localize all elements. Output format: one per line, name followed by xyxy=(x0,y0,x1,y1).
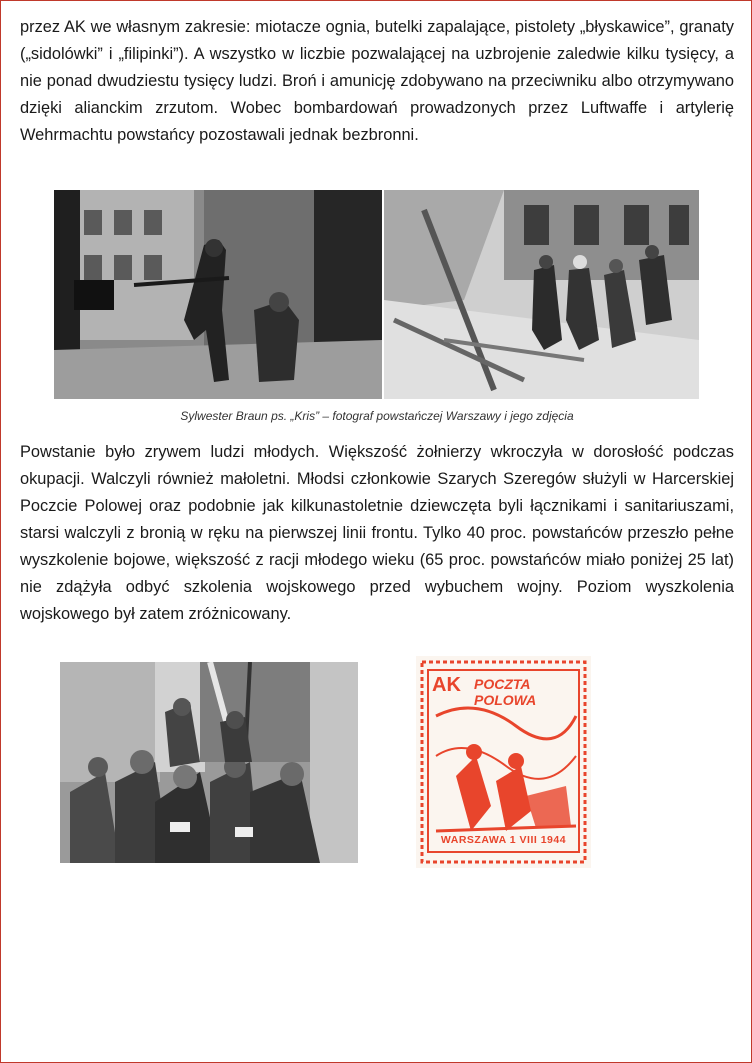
stamp-header-line-1: POCZTA xyxy=(474,676,531,692)
stamp-poczta-polowa xyxy=(416,656,591,868)
photo-women-in-rubble xyxy=(384,190,699,399)
stamp-ak-label: AK xyxy=(432,674,461,696)
paragraph-weapons: przez AK we własnym zakresie: miotacze ognia, butelki zapalające, pistolety „błyskawice”, granaty („sidolówki” i „filipinki”). A wszystko w liczbie pozwalającej na uzbrojenie zaledwie kilku tysięcy, a nie ponad dwudziestu tysięcy ludzi. Broń i amunicję zdobywano na przeciwniku albo otrzymywano dzięki alianckim zrzutom. Wobec bombardowań prowadzonych przez Luftwaffe i artylerię Wehrmachtu powstańcy pozostawali jednak bezbronni. xyxy=(20,18,734,144)
photo-caption: Sylwester Braun ps. „Kris” – fotograf powstańczej Warszawy i jego zdjęcia xyxy=(180,409,574,423)
stamp-header-line-2: POLOWA xyxy=(474,692,537,708)
photo-soldier-in-ruins xyxy=(54,190,382,399)
stamp-date-label: WARSZAWA 1 VIII 1944 xyxy=(440,834,567,846)
paragraph-young-insurgents: Powstanie było zrywem ludzi młodych. Większość żołnierzy wkroczyła w dorosłość podczas okupacji. Walczyli również małoletni. Młodsi członkowie Szarych Szeregów służyli w Harcerskiej Poczcie Polowej oraz podobnie jak kilkunastoletnie dziewczęta byli łącznikami i sanitariuszami, starsi walczyli z bronią w ręku na pierwszej linii frontu. Tylko 40 proc. powstańców przeszło pełne wyszkolenie bojowe, większość z racji młodego wieku (65 proc. powstańców miało poniżej 25 lat) nie zdążyła odbyć szkolenia wojskowego przed wybuchem wojny. Poziom wyszkolenia wojskowego był zatem zróżnicowany. xyxy=(20,443,734,623)
photo-insurgents-group xyxy=(60,662,358,863)
